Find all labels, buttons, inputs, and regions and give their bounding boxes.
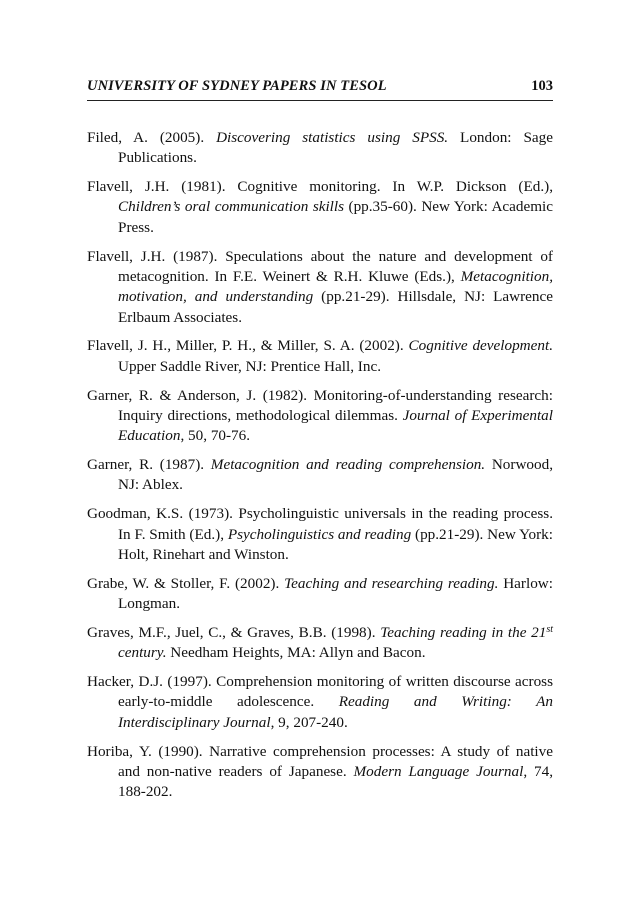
reference-text: Goodman, K.S. (1973). Psycholinguistic universals in the reading process. In F. Smith (Ed.), [87, 505, 553, 543]
reference-text: , 9, 207-240. [270, 713, 348, 731]
reference-entry [87, 128, 553, 169]
reference-text: (pp.21-29). New York: Holt, Rinehart and Winston. [118, 525, 553, 563]
reference-title: Discovering statistics using SPSS. [216, 129, 449, 146]
reference-text: Horiba, Y. (1990). Narrative comprehension processes: A study of native and non-native readers of Japanese. [87, 742, 553, 780]
reference-title: Journal of Experimental Education [118, 406, 553, 445]
reference-text: London: Sage Publications. [118, 129, 553, 167]
reference-entry [87, 247, 553, 328]
reference-title: Teaching and researching reading. [284, 574, 499, 592]
reference-text: Norwood, NJ: Ablex. [118, 456, 554, 494]
reference-title: Reading and Writing: An Interdisciplinary Journal [118, 693, 553, 731]
journal-name: UNIVERSITY OF SYDNEY PAPERS IN TESOL [87, 78, 387, 94]
reference-text: Flavell, J.H. (1987). Speculations about the nature and development of metacognition. In F.E. Weinert & R.H. Kluwe (Eds.), [87, 247, 553, 285]
reference-text: Harlow: Longman. [118, 574, 553, 613]
reference-title: Cognitive development. [408, 337, 553, 355]
running-header [87, 78, 553, 101]
reference-text: Needham Heights, MA: Allyn and Bacon. [166, 644, 426, 662]
reference-text: Flavell, J.H. (1981). Cognitive monitoring. In W.P. Dickson (Ed.), [87, 178, 553, 196]
reference-title: Modern Language Journal [353, 762, 524, 780]
reference-title-part: century. [118, 644, 167, 662]
reference-list [87, 128, 553, 811]
reference-entry [87, 336, 553, 377]
reference-title: Children’s oral communication skills [118, 198, 345, 216]
reference-text: Garner, R. & Anderson, J. (1982). Monitoring-of-understanding research: Inquiry directions, methodological dilemmas. [87, 386, 553, 424]
reference-entry [87, 672, 553, 733]
reference-entry [87, 504, 553, 565]
reference-title: Metacognition, motivation, and understanding [118, 267, 553, 306]
reference-text: , 74, 188-202. [118, 762, 553, 801]
reference-entry [87, 742, 553, 803]
reference-text: , 50, 70-76. [180, 427, 251, 445]
reference-title: Metacognition and reading comprehension. [210, 456, 486, 474]
reference-text: (pp.21-29). Hillsdale, NJ: Lawrence Erlbaum Associates. [118, 288, 553, 326]
reference-text: (pp.35-60). New York: Academic Press. [118, 198, 554, 236]
reference-text: Grabe, W. & Stoller, F. (2002). [87, 574, 285, 592]
reference-text: Flavell, J. H., Miller, P. H., & Miller, S. A. (2002). [87, 337, 409, 355]
reference-text: Upper Saddle River, NJ: Prentice Hall, Inc. [118, 357, 381, 375]
ordinal-suffix: st [546, 623, 553, 635]
reference-entry [87, 455, 553, 496]
reference-text: Hacker, D.J. (1997). Comprehension monitoring of written discourse across early-to-middle adolescence. [87, 673, 553, 711]
reference-text: Filed, A. (2005). [87, 129, 217, 146]
reference-entry [87, 574, 553, 615]
reference-entry [87, 177, 553, 238]
reference-entry [87, 386, 553, 447]
reference-title-part: Teaching reading in the 21 [380, 623, 547, 641]
reference-text: Garner, R. (1987). [87, 456, 211, 474]
reference-title: Psycholinguistics and reading [227, 525, 412, 543]
reference-text: Graves, M.F., Juel, C., & Graves, B.B. (1998). [87, 623, 381, 641]
page-number: 103 [531, 78, 553, 94]
reference-entry [87, 623, 553, 664]
